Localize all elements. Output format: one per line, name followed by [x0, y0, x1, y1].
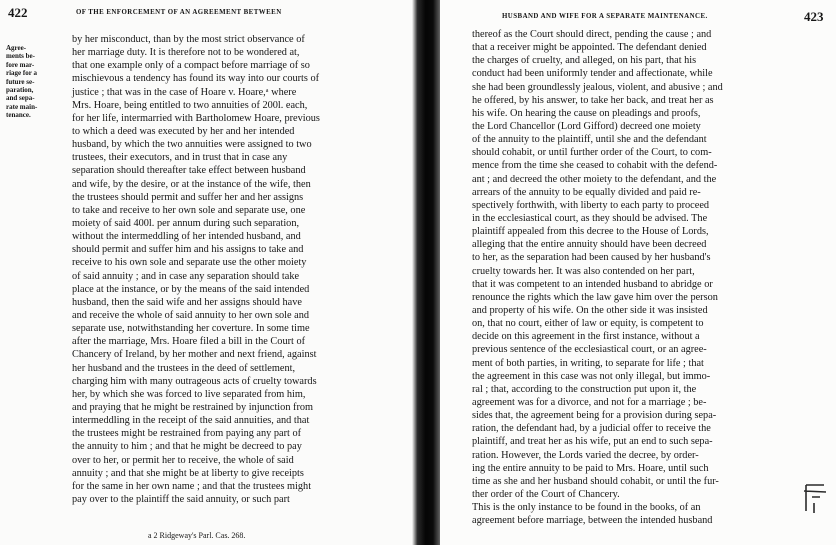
right-body-line: agreement was for a divorce, and not for a marriage ; be-: [472, 396, 707, 408]
right-body-line: ral ; that, according to the construction put upon it, the: [472, 383, 697, 395]
right-body-line: that a receiver might be appointed. The defendant denied: [472, 42, 707, 54]
margin-note-line: paration,: [6, 86, 34, 95]
left-body-line: should permit and suffer him and his assigns to take and: [72, 244, 304, 256]
right-body-line: agreement before marriage, between the intended husband: [472, 515, 713, 527]
right-body-line: ther order of the Court of Chancery.: [472, 488, 620, 500]
right-body-line: plaintiff appealed from this decree to the House of Lords,: [472, 226, 709, 238]
left-body-line: for the same in her own name ; and that the trustees might: [72, 480, 312, 492]
right-body-line: ant ; and decreed the other moiety to the defendant, and the: [472, 173, 717, 185]
right-body-line: This is the only instance to be found in the books, of an: [472, 502, 701, 514]
right-body-line: in the ecclesiastical court, as they should be advised. The: [472, 212, 708, 224]
right-body-line: plaintiff, and treat her as his wife, put an end to such sepa-: [472, 436, 713, 448]
margin-note-line: tenance.: [6, 111, 31, 120]
left-body-line: her marriage duty. It is therefore not to be wondered at,: [72, 47, 300, 59]
right-body-line: spectively forthwith, with liberty to each party to proceed: [472, 199, 710, 211]
right-body-line: mence from the time she ceased to cohabit with the defend-: [472, 160, 718, 172]
left-body-line: that one example only of a compact before marriage of so: [72, 60, 310, 72]
left-running-head: OF THE ENFORCEMENT OF AN AGREEMENT BETWEEN: [76, 9, 282, 16]
left-body-line: and wife, by the desire, or at the instance of the wife, then: [72, 178, 311, 190]
right-body-line: time as she and her husband should cohabit, or until the fur-: [472, 475, 719, 487]
right-body-line: ing the entire annuity to be paid to Mrs. Hoare, until such: [472, 462, 709, 474]
margin-note-line: ments be-: [6, 52, 35, 61]
book-gutter: [412, 0, 442, 545]
right-body-line: ration, the defendant had, by a judicial offer to receive the: [472, 423, 711, 435]
left-body-line: moiety of said 400l. per annum during such separation,: [72, 217, 300, 229]
right-body-line: on, that no court, either of law or equity, is competent to: [472, 318, 704, 330]
right-body-line: of the annuity to the plaintiff, until she and the defendant: [472, 134, 707, 146]
left-body-line: for her life, intermarried with Bartholomew Hoare, previous: [72, 112, 320, 124]
left-body-line: her husband and the trustees in the deed of settlement,: [72, 362, 296, 374]
right-body-line: the charges of cruelty, and alleged, on his part, that his: [472, 55, 697, 67]
left-body-line: intermeddling in the receipt of the said annuities, and that: [72, 415, 310, 427]
left-body-line: justice ; that was in the case of Hoare v. Hoare,ᵃ where: [72, 86, 297, 98]
right-body-line: cruelty towards her. It was also contended on her part,: [472, 265, 695, 277]
left-body-line: Mrs. Hoare, being entitled to two annuities of 200l. each,: [72, 99, 308, 111]
right-body-line: the Lord Chancellor (Lord Gifford) decreed one moiety: [472, 120, 701, 132]
margin-note-line: future se-: [6, 77, 35, 86]
margin-note-line: fore mar-: [6, 60, 35, 69]
margin-note: [6, 44, 68, 120]
right-running-head: HUSBAND AND WIFE FOR A SEPARATE MAINTENANCE.: [502, 13, 708, 20]
left-body-line: husband, by which the two annuities were assigned to two: [72, 139, 312, 151]
left-body-line: the annuity to him ; and that he might be decreed to pay: [72, 441, 302, 453]
left-page: [0, 0, 416, 545]
left-body-line: over to her, or permit her to receive, the whole of said: [72, 454, 294, 466]
right-body-line: to her, as the separation had been caused by her husband's: [472, 252, 711, 264]
margin-note-line: riage for a: [6, 69, 37, 78]
right-body-text: [472, 28, 817, 527]
left-body-line: mischievous a tendency has found its way into our courts of: [72, 73, 320, 85]
left-body-line: by her misconduct, than by the most strict observance of: [72, 34, 305, 45]
right-body-line: ment of both parties, in writing, to separate for life ; that: [472, 357, 704, 369]
left-body-line: trustees, their executors, and in trust that in case any: [72, 152, 288, 164]
right-body-line: the agreement in this case was not only illegal, but immo-: [472, 370, 711, 382]
right-body-line: sides that, the agreement being for a provision during sepa-: [472, 410, 717, 422]
left-body-line: and receive the whole of said annuity to her own sole and: [72, 309, 310, 321]
right-body-line: renounce the rights which the law gave him over the person: [472, 291, 718, 303]
right-body-line: alleging that the entire annuity should have been decreed: [472, 239, 707, 251]
left-page-number: 422: [8, 5, 28, 20]
right-page-number: 423: [804, 9, 824, 24]
right-body-line: conduct had been uniformly tender and affectionate, while: [472, 68, 713, 80]
right-body-line: should cohabit, or until further order of the Court, to com-: [472, 147, 712, 159]
left-body-line: to take and receive to her own sole and separate use, one: [72, 204, 306, 216]
right-body-line: thereof as the Court should direct, pending the cause ; and: [472, 29, 712, 40]
left-body-line: her, by which she was forced to live separated from him,: [72, 388, 306, 400]
right-body-line: he offered, by his answer, to take her back, and treat her as: [472, 94, 714, 106]
left-body-line: after the marriage, Mrs. Hoare filed a bill in the Court of: [72, 336, 306, 348]
left-body-line: the trustees might be restrained from paying any part of: [72, 428, 302, 440]
corner-ink-mark-icon: [802, 483, 828, 515]
left-body-line: receive to his own sole and separate use the other moiety: [72, 257, 307, 269]
left-body-line: husband, then the said wife and her assigns should have: [72, 296, 302, 308]
left-body-line: the trustees should permit and suffer her and her assigns: [72, 191, 304, 203]
right-body-line: she had been groundlessly jealous, violent, and abusive ; and: [472, 81, 723, 93]
left-body-line: of said annuity ; and in case any separation should take: [72, 270, 300, 282]
left-body-line: annuity ; and that she might be at liberty to give receipts: [72, 467, 304, 479]
right-body-line: ration. However, the Lords varied the decree, by order-: [472, 449, 699, 461]
right-body-line: his wife. On hearing the cause on pleadings and proofs,: [472, 107, 701, 119]
left-body-line: to which a deed was executed by her and her intended: [72, 125, 295, 137]
footnote: a 2 Ridgeway's Parl. Cas. 268.: [148, 531, 246, 540]
right-body-line: previous sentence of the ecclesiastical court, or an agree-: [472, 344, 707, 356]
margin-note-line: and sepa-: [6, 94, 35, 103]
margin-note-line: Agree-: [6, 44, 27, 52]
right-body-line: decide on this agreement in the first instance, without a: [472, 331, 700, 343]
left-body-line: place at the instance, or by the means of the said intended: [72, 283, 310, 295]
left-body-line: without the intermeddling of her intended husband, and: [72, 231, 301, 243]
left-body-line: Chancery of Ireland, by her mother and next friend, against: [72, 349, 317, 361]
left-body-line: charging him with many outrageous acts of cruelty towards: [72, 375, 317, 387]
left-body-line: separate use, notwithstanding her coverture. In some time: [72, 323, 310, 335]
left-body-line: pay over to the plaintiff the said annuity, or such part: [72, 493, 290, 505]
left-body-line: separation should thereafter take effect between husband: [72, 165, 306, 177]
right-body-line: that it was competent to an intended husband to abridge or: [472, 278, 713, 290]
left-body-text: [72, 33, 408, 506]
margin-note-line: rate main-: [6, 102, 38, 111]
left-body-line: and praying that he might be restrained by injunction from: [72, 401, 314, 413]
right-body-line: and property of his wife. On the other side it was insisted: [472, 304, 708, 316]
right-body-line: arrears of the annuity to be equally divided and paid re-: [472, 186, 701, 198]
